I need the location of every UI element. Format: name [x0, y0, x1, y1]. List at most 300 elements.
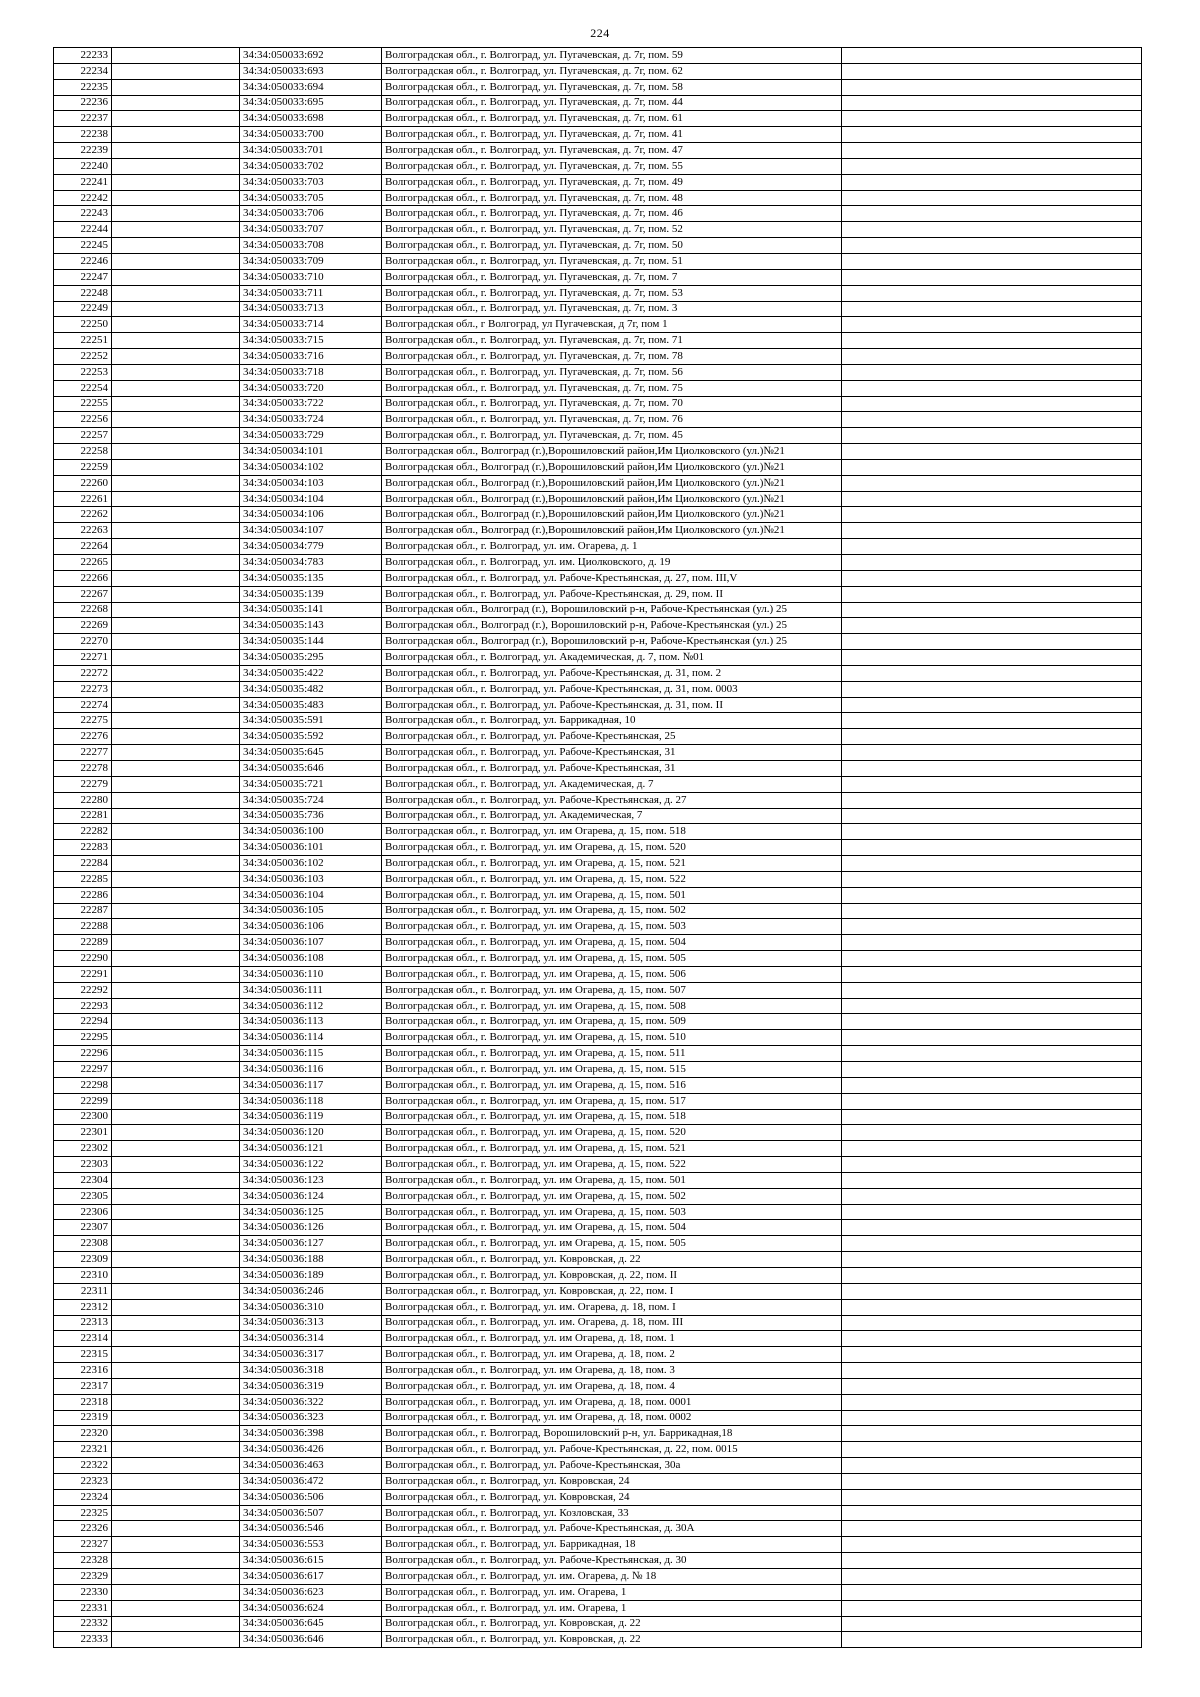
table-row — [54, 63, 1142, 79]
cadastral-number-cell: 34:34:050033:698 — [240, 111, 382, 127]
row-number-cell: 22284 — [54, 856, 112, 872]
address-cell: Волгоградская обл., г. Волгоград, ул. Пугачевская, д. 7г, пом. 3 — [382, 301, 842, 317]
empty-cell — [842, 238, 1142, 254]
empty-cell — [842, 1584, 1142, 1600]
empty-cell — [842, 697, 1142, 713]
row-number-cell: 22260 — [54, 475, 112, 491]
address-cell: Волгоградская обл., г. Волгоград, ул. им Огарева, д. 15, пом. 518 — [382, 824, 842, 840]
table-row — [54, 1505, 1142, 1521]
empty-cell — [842, 111, 1142, 127]
row-number-cell: 22329 — [54, 1569, 112, 1585]
cadastral-number-cell: 34:34:050033:729 — [240, 428, 382, 444]
row-number-cell: 22244 — [54, 222, 112, 238]
address-cell: Волгоградская обл., г. Волгоград, ул. Рабоче-Крестьянская, д. 27, пом. III,V — [382, 570, 842, 586]
empty-cell — [112, 903, 240, 919]
empty-cell — [842, 1077, 1142, 1093]
row-number-cell: 22237 — [54, 111, 112, 127]
empty-cell — [842, 824, 1142, 840]
empty-cell — [112, 998, 240, 1014]
row-number-cell: 22283 — [54, 840, 112, 856]
cadastral-number-cell: 34:34:050033:724 — [240, 412, 382, 428]
empty-cell — [842, 1093, 1142, 1109]
address-cell: Волгоградская обл., г. Волгоград, ул. Баррикадная, 10 — [382, 713, 842, 729]
empty-cell — [842, 143, 1142, 159]
table-row — [54, 856, 1142, 872]
empty-cell — [842, 1331, 1142, 1347]
row-number-cell: 22304 — [54, 1172, 112, 1188]
cadastral-number-cell: 34:34:050033:701 — [240, 143, 382, 159]
address-cell: Волгоградская обл., г. Волгоград, ул. Пугачевская, д. 7г, пом. 44 — [382, 95, 842, 111]
register-body — [54, 48, 1142, 1648]
address-cell: Волгоградская обл., г. Волгоград, ул. Ковровская, д. 22, пом. I — [382, 1283, 842, 1299]
row-number-cell: 22319 — [54, 1410, 112, 1426]
row-number-cell: 22331 — [54, 1600, 112, 1616]
empty-cell — [112, 1220, 240, 1236]
address-cell: Волгоградская обл., г. Волгоград, ул. им Огарева, д. 15, пом. 503 — [382, 1204, 842, 1220]
row-number-cell: 22295 — [54, 1030, 112, 1046]
table-row — [54, 650, 1142, 666]
empty-cell — [842, 1220, 1142, 1236]
cadastral-number-cell: 34:34:050036:121 — [240, 1141, 382, 1157]
cadastral-number-cell: 34:34:050035:482 — [240, 681, 382, 697]
empty-cell — [842, 396, 1142, 412]
empty-cell — [112, 1046, 240, 1062]
empty-cell — [842, 206, 1142, 222]
row-number-cell: 22240 — [54, 158, 112, 174]
address-cell: Волгоградская обл., г Волгоград, ул Пугачевская, д 7г, пом 1 — [382, 317, 842, 333]
address-cell: Волгоградская обл., г. Волгоград, ул. им Огарева, д. 15, пом. 517 — [382, 1093, 842, 1109]
cadastral-number-cell: 34:34:050033:713 — [240, 301, 382, 317]
row-number-cell: 22328 — [54, 1553, 112, 1569]
table-row — [54, 1046, 1142, 1062]
empty-cell — [112, 681, 240, 697]
address-cell: Волгоградская обл., Волгоград (г.),Ворошиловский район,Им Циолковского (ул.)№21 — [382, 459, 842, 475]
table-row — [54, 1141, 1142, 1157]
empty-cell — [842, 269, 1142, 285]
empty-cell — [112, 190, 240, 206]
address-cell: Волгоградская обл., г. Волгоград, ул. Пугачевская, д. 7г, пом. 59 — [382, 48, 842, 64]
cadastral-number-cell: 34:34:050033:715 — [240, 333, 382, 349]
empty-cell — [112, 491, 240, 507]
empty-cell — [112, 570, 240, 586]
address-cell: Волгоградская обл., г. Волгоград, ул. Пугачевская, д. 7г, пом. 62 — [382, 63, 842, 79]
empty-cell — [842, 444, 1142, 460]
empty-cell — [112, 269, 240, 285]
table-row — [54, 380, 1142, 396]
cadastral-number-cell: 34:34:050035:422 — [240, 665, 382, 681]
empty-cell — [112, 919, 240, 935]
empty-cell — [112, 1458, 240, 1474]
empty-cell — [112, 1553, 240, 1569]
address-cell: Волгоградская обл., г. Волгоград, ул. Пугачевская, д. 7г, пом. 46 — [382, 206, 842, 222]
cadastral-number-cell: 34:34:050036:189 — [240, 1267, 382, 1283]
address-cell: Волгоградская обл., г. Волгоград, ул. им. Огарева, д. № 18 — [382, 1569, 842, 1585]
empty-cell — [842, 1172, 1142, 1188]
cadastral-number-cell: 34:34:050034:101 — [240, 444, 382, 460]
table-row — [54, 491, 1142, 507]
cadastral-number-cell: 34:34:050036:645 — [240, 1616, 382, 1632]
cadastral-number-cell: 34:34:050034:779 — [240, 539, 382, 555]
row-number-cell: 22259 — [54, 459, 112, 475]
empty-cell — [842, 253, 1142, 269]
row-number-cell: 22311 — [54, 1283, 112, 1299]
cadastral-number-cell: 34:34:050033:694 — [240, 79, 382, 95]
empty-cell — [112, 1569, 240, 1585]
empty-cell — [112, 79, 240, 95]
address-cell: Волгоградская обл., г. Волгоград, ул. Пугачевская, д. 7г, пом. 48 — [382, 190, 842, 206]
row-number-cell: 22316 — [54, 1363, 112, 1379]
cadastral-number-cell: 34:34:050036:313 — [240, 1315, 382, 1331]
address-cell: Волгоградская обл., Волгоград (г.), Ворошиловский р-н, Рабоче-Крестьянская (ул.) 25 — [382, 634, 842, 650]
cadastral-number-cell: 34:34:050034:103 — [240, 475, 382, 491]
row-number-cell: 22333 — [54, 1632, 112, 1648]
address-cell: Волгоградская обл., г. Волгоград, ул. им Огарева, д. 15, пом. 521 — [382, 1141, 842, 1157]
address-cell: Волгоградская обл., г. Волгоград, ул. им Огарева, д. 15, пом. 522 — [382, 871, 842, 887]
row-number-cell: 22296 — [54, 1046, 112, 1062]
row-number-cell: 22251 — [54, 333, 112, 349]
row-number-cell: 22257 — [54, 428, 112, 444]
table-row — [54, 523, 1142, 539]
address-cell: Волгоградская обл., Волгоград (г.),Ворошиловский район,Им Циолковского (ул.)№21 — [382, 507, 842, 523]
row-number-cell: 22285 — [54, 871, 112, 887]
address-cell: Волгоградская обл., г. Волгоград, ул. им Огарева, д. 18, пом. 0002 — [382, 1410, 842, 1426]
empty-cell — [112, 1299, 240, 1315]
empty-cell — [112, 127, 240, 143]
empty-cell — [112, 887, 240, 903]
address-cell: Волгоградская обл., г. Волгоград, ул. Пугачевская, д. 7г, пом. 71 — [382, 333, 842, 349]
table-row — [54, 1363, 1142, 1379]
empty-cell — [842, 681, 1142, 697]
empty-cell — [112, 380, 240, 396]
empty-cell — [112, 111, 240, 127]
empty-cell — [112, 776, 240, 792]
empty-cell — [842, 1569, 1142, 1585]
empty-cell — [112, 1426, 240, 1442]
cadastral-number-cell: 34:34:050034:106 — [240, 507, 382, 523]
cadastral-number-cell: 34:34:050036:463 — [240, 1458, 382, 1474]
empty-cell — [842, 1537, 1142, 1553]
table-row — [54, 301, 1142, 317]
empty-cell — [112, 1584, 240, 1600]
empty-cell — [842, 903, 1142, 919]
cadastral-number-cell: 34:34:050036:318 — [240, 1363, 382, 1379]
address-cell: Волгоградская обл., г. Волгоград, ул. им Огарева, д. 15, пом. 516 — [382, 1077, 842, 1093]
empty-cell — [112, 856, 240, 872]
empty-cell — [842, 840, 1142, 856]
table-row — [54, 507, 1142, 523]
cadastral-number-cell: 34:34:050033:720 — [240, 380, 382, 396]
address-cell: Волгоградская обл., г. Волгоград, ул. Ковровская, д. 22 — [382, 1252, 842, 1268]
empty-cell — [112, 396, 240, 412]
empty-cell — [112, 1236, 240, 1252]
address-cell: Волгоградская обл., Волгоград (г.),Ворошиловский район,Им Циолковского (ул.)№21 — [382, 444, 842, 460]
address-cell: Волгоградская обл., г. Волгоград, ул. им Огарева, д. 15, пом. 505 — [382, 951, 842, 967]
row-number-cell: 22315 — [54, 1347, 112, 1363]
empty-cell — [842, 570, 1142, 586]
table-row — [54, 919, 1142, 935]
address-cell: Волгоградская обл., г. Волгоград, ул. Ковровская, д. 22 — [382, 1616, 842, 1632]
empty-cell — [112, 1188, 240, 1204]
row-number-cell: 22265 — [54, 555, 112, 571]
row-number-cell: 22270 — [54, 634, 112, 650]
empty-cell — [112, 1267, 240, 1283]
empty-cell — [842, 428, 1142, 444]
row-number-cell: 22300 — [54, 1109, 112, 1125]
cadastral-number-cell: 34:34:050036:426 — [240, 1442, 382, 1458]
row-number-cell: 22266 — [54, 570, 112, 586]
address-cell: Волгоградская обл., г. Волгоград, ул. им Огарева, д. 15, пом. 520 — [382, 1125, 842, 1141]
empty-cell — [112, 1347, 240, 1363]
cadastral-number-cell: 34:34:050036:314 — [240, 1331, 382, 1347]
empty-cell — [842, 507, 1142, 523]
row-number-cell: 22297 — [54, 1062, 112, 1078]
table-row — [54, 206, 1142, 222]
row-number-cell: 22280 — [54, 792, 112, 808]
table-row — [54, 1569, 1142, 1585]
table-row — [54, 1030, 1142, 1046]
table-row — [54, 222, 1142, 238]
cadastral-number-cell: 34:34:050035:144 — [240, 634, 382, 650]
address-cell: Волгоградская обл., Волгоград (г.), Ворошиловский р-н, Рабоче-Крестьянская (ул.) 25 — [382, 618, 842, 634]
empty-cell — [842, 919, 1142, 935]
address-cell: Волгоградская обл., г. Волгоград, ул. им Огарева, д. 15, пом. 504 — [382, 1220, 842, 1236]
table-row — [54, 760, 1142, 776]
address-cell: Волгоградская обл., г. Волгоград, ул. им Огарева, д. 15, пом. 521 — [382, 856, 842, 872]
address-cell: Волгоградская обл., г. Волгоград, ул. им Огарева, д. 18, пом. 0001 — [382, 1394, 842, 1410]
row-number-cell: 22239 — [54, 143, 112, 159]
cadastral-number-cell: 34:34:050036:125 — [240, 1204, 382, 1220]
empty-cell — [842, 222, 1142, 238]
empty-cell — [112, 1410, 240, 1426]
row-number-cell: 22273 — [54, 681, 112, 697]
table-row — [54, 111, 1142, 127]
row-number-cell: 22289 — [54, 935, 112, 951]
table-row — [54, 143, 1142, 159]
empty-cell — [112, 634, 240, 650]
empty-cell — [842, 380, 1142, 396]
table-row — [54, 1267, 1142, 1283]
cadastral-number-cell: 34:34:050036:118 — [240, 1093, 382, 1109]
empty-cell — [842, 792, 1142, 808]
address-cell: Волгоградская обл., г. Волгоград, ул. Пугачевская, д. 7г, пом. 76 — [382, 412, 842, 428]
row-number-cell: 22312 — [54, 1299, 112, 1315]
table-row — [54, 1077, 1142, 1093]
cadastral-number-cell: 34:34:050033:702 — [240, 158, 382, 174]
address-cell: Волгоградская обл., г. Волгоград, Ворошиловский р-н, ул. Баррикадная,18 — [382, 1426, 842, 1442]
table-row — [54, 935, 1142, 951]
row-number-cell: 22303 — [54, 1157, 112, 1173]
empty-cell — [112, 586, 240, 602]
table-row — [54, 1204, 1142, 1220]
address-cell: Волгоградская обл., г. Волгоград, ул. Пугачевская, д. 7г, пом. 41 — [382, 127, 842, 143]
empty-cell — [112, 507, 240, 523]
row-number-cell: 22275 — [54, 713, 112, 729]
empty-cell — [842, 1632, 1142, 1648]
address-cell: Волгоградская обл., г. Волгоград, ул. им. Огарева, д. 18, пом. III — [382, 1315, 842, 1331]
table-row — [54, 697, 1142, 713]
address-cell: Волгоградская обл., г. Волгоград, ул. им Огарева, д. 15, пом. 505 — [382, 1236, 842, 1252]
table-row — [54, 1394, 1142, 1410]
row-number-cell: 22274 — [54, 697, 112, 713]
table-row — [54, 79, 1142, 95]
empty-cell — [842, 966, 1142, 982]
address-cell: Волгоградская обл., г. Волгоград, ул. им Огарева, д. 18, пом. 4 — [382, 1378, 842, 1394]
row-number-cell: 22250 — [54, 317, 112, 333]
table-row — [54, 1283, 1142, 1299]
address-cell: Волгоградская обл., Волгоград (г.), Ворошиловский р-н, Рабоче-Крестьянская (ул.) 25 — [382, 602, 842, 618]
row-number-cell: 22301 — [54, 1125, 112, 1141]
row-number-cell: 22318 — [54, 1394, 112, 1410]
empty-cell — [112, 935, 240, 951]
row-number-cell: 22245 — [54, 238, 112, 254]
row-number-cell: 22325 — [54, 1505, 112, 1521]
row-number-cell: 22288 — [54, 919, 112, 935]
empty-cell — [112, 412, 240, 428]
address-cell: Волгоградская обл., г. Волгоград, ул. им Огарева, д. 15, пом. 504 — [382, 935, 842, 951]
empty-cell — [842, 1283, 1142, 1299]
cadastral-number-cell: 34:34:050033:703 — [240, 174, 382, 190]
empty-cell — [112, 349, 240, 365]
address-cell: Волгоградская обл., г. Волгоград, ул. им. Огарева, д. 18, пом. I — [382, 1299, 842, 1315]
empty-cell — [112, 1172, 240, 1188]
empty-cell — [842, 1014, 1142, 1030]
table-row — [54, 982, 1142, 998]
table-row — [54, 444, 1142, 460]
empty-cell — [112, 301, 240, 317]
address-cell: Волгоградская обл., г. Волгоград, ул. Пугачевская, д. 7г, пом. 56 — [382, 364, 842, 380]
address-cell: Волгоградская обл., г. Волгоград, ул. Рабоче-Крестьянская, д. 22, пом. 0015 — [382, 1442, 842, 1458]
empty-cell — [842, 491, 1142, 507]
empty-cell — [112, 333, 240, 349]
table-row — [54, 475, 1142, 491]
table-row — [54, 745, 1142, 761]
table-row — [54, 253, 1142, 269]
table-row — [54, 1236, 1142, 1252]
cadastral-number-cell: 34:34:050036:553 — [240, 1537, 382, 1553]
table-row — [54, 317, 1142, 333]
row-number-cell: 22243 — [54, 206, 112, 222]
empty-cell — [112, 285, 240, 301]
empty-cell — [842, 1188, 1142, 1204]
empty-cell — [842, 79, 1142, 95]
empty-cell — [112, 1077, 240, 1093]
table-row — [54, 396, 1142, 412]
table-row — [54, 412, 1142, 428]
cadastral-number-cell: 34:34:050036:126 — [240, 1220, 382, 1236]
empty-cell — [112, 1093, 240, 1109]
empty-cell — [112, 951, 240, 967]
address-cell: Волгоградская обл., г. Волгоград, ул. им Огарева, д. 15, пом. 510 — [382, 1030, 842, 1046]
row-number-cell: 22268 — [54, 602, 112, 618]
row-number-cell: 22330 — [54, 1584, 112, 1600]
empty-cell — [112, 1252, 240, 1268]
empty-cell — [842, 1394, 1142, 1410]
empty-cell — [112, 1014, 240, 1030]
row-number-cell: 22286 — [54, 887, 112, 903]
address-cell: Волгоградская обл., г. Волгоград, ул. им. Огарева, 1 — [382, 1600, 842, 1616]
empty-cell — [842, 887, 1142, 903]
cadastral-number-cell: 34:34:050036:123 — [240, 1172, 382, 1188]
empty-cell — [112, 713, 240, 729]
cadastral-number-cell: 34:34:050033:716 — [240, 349, 382, 365]
row-number-cell: 22234 — [54, 63, 112, 79]
cadastral-number-cell: 34:34:050036:506 — [240, 1489, 382, 1505]
cadastral-number-cell: 34:34:050033:722 — [240, 396, 382, 412]
address-cell: Волгоградская обл., г. Волгоград, ул. Пугачевская, д. 7г, пом. 7 — [382, 269, 842, 285]
table-row — [54, 792, 1142, 808]
row-number-cell: 22247 — [54, 269, 112, 285]
cadastral-number-cell: 34:34:050036:117 — [240, 1077, 382, 1093]
empty-cell — [842, 745, 1142, 761]
address-cell: Волгоградская обл., г. Волгоград, ул. им Огарева, д. 15, пом. 515 — [382, 1062, 842, 1078]
cadastral-number-cell: 34:34:050036:623 — [240, 1584, 382, 1600]
cadastral-number-cell: 34:34:050035:645 — [240, 745, 382, 761]
table-row — [54, 174, 1142, 190]
empty-cell — [112, 222, 240, 238]
row-number-cell: 22293 — [54, 998, 112, 1014]
cadastral-number-cell: 34:34:050034:104 — [240, 491, 382, 507]
address-cell: Волгоградская обл., г. Волгоград, ул. Пугачевская, д. 7г, пом. 53 — [382, 285, 842, 301]
cadastral-number-cell: 34:34:050036:105 — [240, 903, 382, 919]
cadastral-number-cell: 34:34:050035:592 — [240, 729, 382, 745]
empty-cell — [842, 1458, 1142, 1474]
row-number-cell: 22320 — [54, 1426, 112, 1442]
address-cell: Волгоградская обл., г. Волгоград, ул. Рабоче-Крестьянская, д. 29, пом. II — [382, 586, 842, 602]
cadastral-number-cell: 34:34:050036:108 — [240, 951, 382, 967]
address-cell: Волгоградская обл., г. Волгоград, ул. им Огарева, д. 18, пом. 2 — [382, 1347, 842, 1363]
empty-cell — [842, 1299, 1142, 1315]
row-number-cell: 22252 — [54, 349, 112, 365]
row-number-cell: 22282 — [54, 824, 112, 840]
empty-cell — [842, 760, 1142, 776]
table-row — [54, 1188, 1142, 1204]
empty-cell — [842, 555, 1142, 571]
empty-cell — [842, 856, 1142, 872]
address-cell: Волгоградская обл., г. Волгоград, ул. им Огарева, д. 15, пом. 520 — [382, 840, 842, 856]
row-number-cell: 22241 — [54, 174, 112, 190]
cadastral-number-cell: 34:34:050036:317 — [240, 1347, 382, 1363]
table-row — [54, 570, 1142, 586]
cadastral-number-cell: 34:34:050036:617 — [240, 1569, 382, 1585]
row-number-cell: 22262 — [54, 507, 112, 523]
empty-cell — [842, 63, 1142, 79]
address-cell: Волгоградская обл., г. Волгоград, ул. Баррикадная, 18 — [382, 1537, 842, 1553]
address-cell: Волгоградская обл., г. Волгоград, ул. Рабоче-Крестьянская, 31 — [382, 760, 842, 776]
row-number-cell: 22302 — [54, 1141, 112, 1157]
table-row — [54, 871, 1142, 887]
cadastral-number-cell: 34:34:050036:546 — [240, 1521, 382, 1537]
empty-cell — [842, 1378, 1142, 1394]
empty-cell — [842, 665, 1142, 681]
empty-cell — [112, 475, 240, 491]
empty-cell — [842, 475, 1142, 491]
table-row — [54, 1442, 1142, 1458]
address-cell: Волгоградская обл., г. Волгоград, ул. им Огарева, д. 15, пом. 511 — [382, 1046, 842, 1062]
table-row — [54, 428, 1142, 444]
row-number-cell: 22310 — [54, 1267, 112, 1283]
empty-cell — [842, 951, 1142, 967]
empty-cell — [842, 1030, 1142, 1046]
cadastral-number-cell: 34:34:050035:736 — [240, 808, 382, 824]
empty-cell — [112, 48, 240, 64]
table-row — [54, 1537, 1142, 1553]
row-number-cell: 22255 — [54, 396, 112, 412]
cadastral-number-cell: 34:34:050036:112 — [240, 998, 382, 1014]
cadastral-number-cell: 34:34:050033:718 — [240, 364, 382, 380]
table-row — [54, 364, 1142, 380]
cadastral-number-cell: 34:34:050035:295 — [240, 650, 382, 666]
cadastral-number-cell: 34:34:050036:122 — [240, 1157, 382, 1173]
